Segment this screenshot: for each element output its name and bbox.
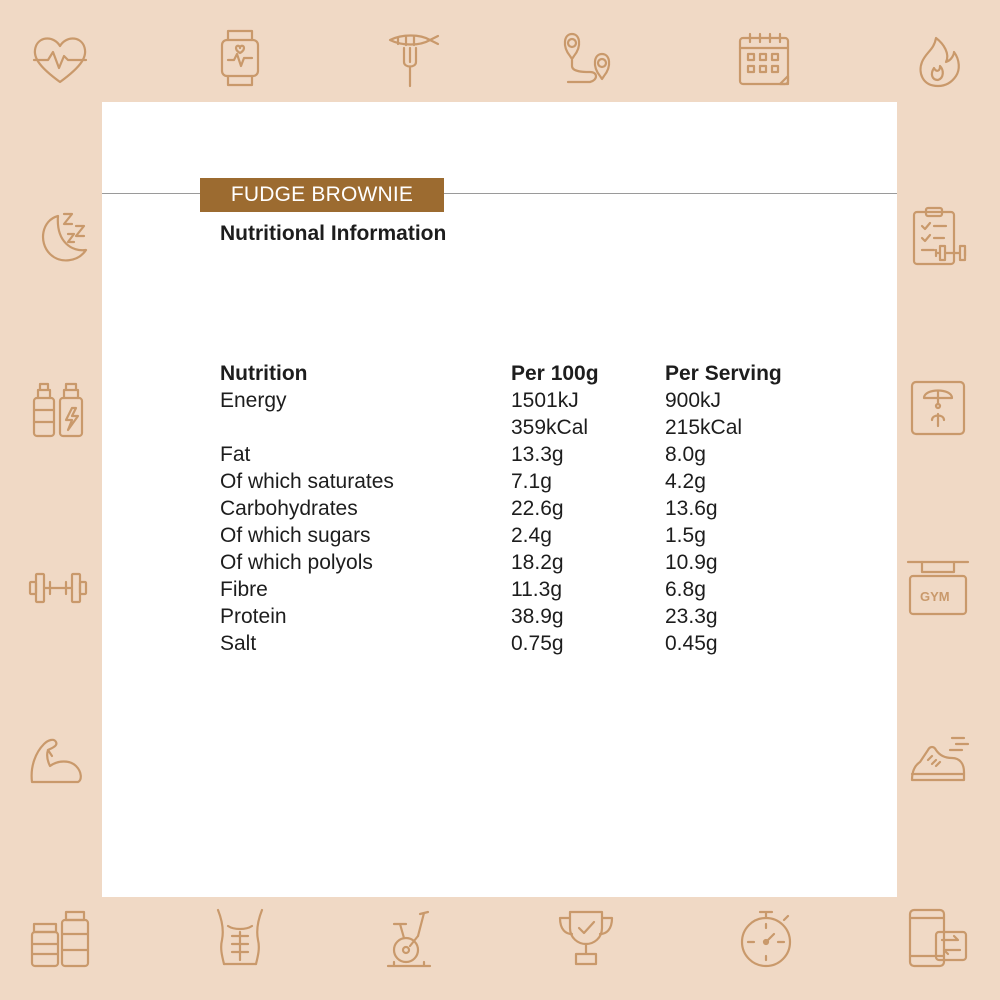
- nutrient-name: Of which polyols: [220, 551, 373, 574]
- section-title: Nutritional Information: [220, 222, 447, 245]
- flame-icon: [906, 26, 970, 90]
- exercise-bike-icon: [380, 906, 444, 970]
- route-pin-icon: [554, 26, 618, 90]
- stopwatch-icon: [734, 906, 798, 970]
- scale-icon: [906, 376, 970, 440]
- per-100g-value: 22.6g: [511, 497, 564, 520]
- nutrient-name: Protein: [220, 605, 287, 628]
- per-serving-value: 6.8g: [665, 578, 706, 601]
- heart-rate-icon: [28, 28, 92, 92]
- clipboard-dumbbell-icon: [908, 204, 972, 268]
- per-100g-value: 38.9g: [511, 605, 564, 628]
- per-serving-value: 4.2g: [665, 470, 706, 493]
- per-serving-value: 13.6g: [665, 497, 718, 520]
- running-shoe-icon: [906, 726, 970, 790]
- column-header-per-serving: Per Serving: [665, 362, 782, 385]
- nutrient-name: Of which sugars: [220, 524, 371, 547]
- nutrient-name: Carbohydrates: [220, 497, 358, 520]
- per-serving-value: 23.3g: [665, 605, 718, 628]
- supplements-icon: [28, 906, 92, 970]
- fork-carrot-icon: [380, 26, 444, 90]
- nutrient-name: Of which saturates: [220, 470, 394, 493]
- trophy-icon: [554, 906, 618, 970]
- per-serving-value: 900kJ: [665, 389, 722, 412]
- per-serving-value: 215kCal: [665, 416, 743, 439]
- smartwatch-icon: [208, 26, 272, 90]
- bottles-icon: [26, 376, 90, 440]
- per-100g-value: 18.2g: [511, 551, 564, 574]
- gym-sign-text: GYM: [920, 589, 950, 604]
- calendar-icon: [734, 28, 798, 92]
- abs-torso-icon: [208, 906, 272, 970]
- per-100g-value: 7.1g: [511, 470, 552, 493]
- per-100g-value: 0.75g: [511, 632, 564, 655]
- per-100g-value: 13.3g: [511, 443, 564, 466]
- gym-sign-icon: [906, 556, 970, 620]
- nutrient-name: Fibre: [220, 578, 268, 601]
- column-header-per-100g: Per 100g: [511, 362, 599, 385]
- flexed-arm-icon: [26, 726, 90, 790]
- nutrient-name: Salt: [220, 632, 257, 655]
- column-header-nutrition: Nutrition: [220, 362, 308, 385]
- phone-sync-icon: [906, 906, 970, 970]
- per-serving-value: 0.45g: [665, 632, 718, 655]
- nutrient-name: Fat: [220, 443, 251, 466]
- product-name-badge: FUDGE BROWNIE: [200, 178, 444, 212]
- per-100g-value: 1501kJ: [511, 389, 579, 412]
- sleep-moon-icon: [28, 204, 92, 268]
- per-100g-value: 359kCal: [511, 416, 589, 439]
- nutrient-name: Energy: [220, 389, 287, 412]
- per-serving-value: 1.5g: [665, 524, 706, 547]
- per-100g-value: 11.3g: [511, 578, 562, 601]
- per-100g-value: 2.4g: [511, 524, 552, 547]
- per-serving-value: 10.9g: [665, 551, 718, 574]
- per-serving-value: 8.0g: [665, 443, 706, 466]
- dumbbell-icon: [26, 556, 90, 620]
